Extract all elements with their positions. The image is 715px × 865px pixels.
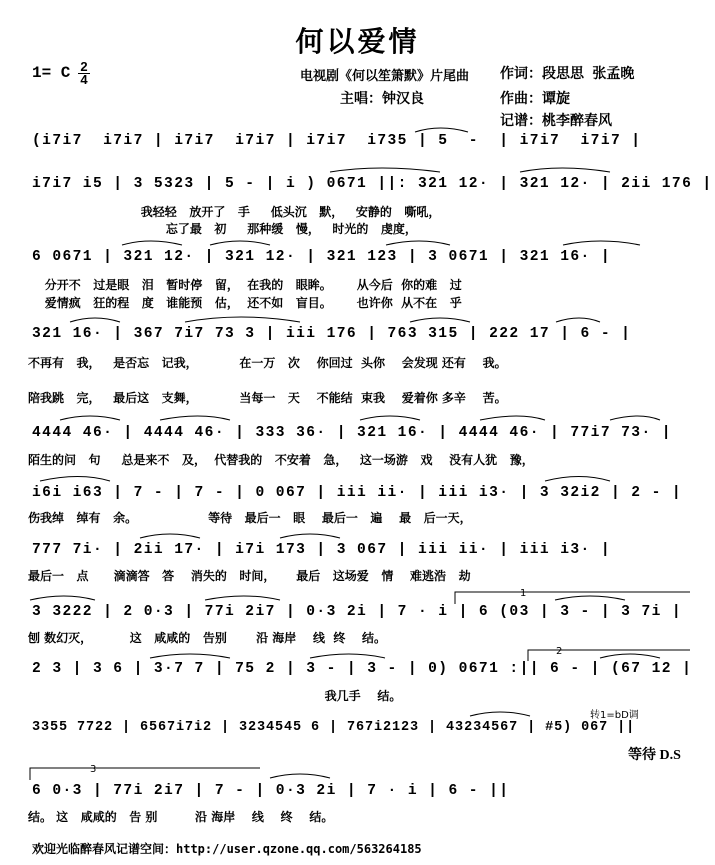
slur (60, 416, 120, 420)
lyricist-credit: 作词：段思思 张孟晚 (500, 66, 635, 82)
singer-credit: 主唱：钟汉良 (340, 91, 424, 107)
slur (545, 477, 610, 482)
score-system-3: 6 0671 | 321 12· | 321 12· | 321 123 | 3 0671 | 321 16· | (32, 249, 611, 265)
key-signature: 1= C (32, 64, 71, 82)
lyric-line: 爱情疯 狂的程 度 谁能预 估， 还不如 盲目。 也许你 从不在 乎 (28, 296, 462, 310)
score-system-8: 3 3222 | 2 0·3 | 77i 2i7 | 0·3 2i | 7 · i | 6 (03 | 3 - | 3 7i | (32, 604, 683, 620)
song-source: 电视剧《何以笙箫默》片尾曲 (300, 69, 470, 84)
volta-1-number: 1 (520, 588, 527, 599)
volta-2-bracket (528, 650, 690, 661)
slur (360, 416, 420, 420)
slur (470, 712, 530, 716)
lyric-line: 陪我跳 完， 最后这 支舞， 当每一 天 不能结 束我 爱着你 多辛 苦。 (28, 391, 507, 405)
slur (185, 317, 300, 322)
time-signature-bottom: 4 (80, 72, 88, 87)
time-signature-top: 2 (80, 59, 88, 74)
slur (556, 318, 600, 322)
slur (600, 654, 660, 658)
slur (150, 654, 230, 658)
score-system-11: 6 0·3 | 77i 2i7 | 7 - | 0·3 2i | 7 · i | 6 - || (32, 783, 510, 799)
lyric-line: 最后一 点 滴滴答 答 消失的 时间， 最后 这场爱 情 难逃浩 劫 (28, 569, 471, 583)
lyric-line: 刨 数幻灭， 这 咸咸的 告别 沿 海岸 线 终 结。 (28, 631, 387, 645)
slur (160, 416, 230, 420)
slur (555, 596, 625, 600)
lyric-line: 陌生的问 句 总是来不 及， 代替我的 不安着 急， 这一场游 戏 没有人犹 豫， (28, 453, 534, 467)
lyric-line: 我几手 结。 (28, 689, 402, 703)
volta-1-bracket (455, 592, 690, 604)
ds-marking: 等待 D.S (628, 748, 681, 763)
volta-3-bracket (30, 768, 260, 780)
slur (30, 596, 95, 600)
volta-2-number: 2 (556, 646, 563, 657)
slur (205, 596, 280, 600)
slur (210, 241, 270, 245)
score-system-2: i7i7 i5 | 3 5323 | 5 - | i ) 0671 ||: 321 12· | 321 12· | 2ii 176 | (32, 176, 713, 192)
slur (520, 168, 610, 172)
slur (280, 534, 340, 538)
score-system-4: 321 16· | 367 7i7 73 3 | iii 176 | 763 315 | 222 17 | 6 - | (32, 326, 632, 342)
lyric-line: 不再有 我， 是否忘 记我， 在一万 次 你回过 头你 会发现 还有 我。 (28, 356, 507, 370)
composer-credit: 作曲：谭旋 (500, 91, 570, 107)
footer-credit: 欢迎光临醉春风记谱空间：http://user.qzone.qq.com/563264185 (32, 842, 422, 856)
slur (610, 416, 660, 420)
slur (40, 477, 110, 482)
lyric-line: 我轻轻 放开了 手 低头沉 默， 安静的 嘶吼， (28, 205, 441, 219)
slur (310, 654, 385, 658)
slur (330, 168, 440, 172)
slur (415, 128, 468, 132)
slur (480, 416, 545, 420)
lyric-line: 分开不 过是眼 泪 暂时停 留， 在我的 眼眸。 从今后 你的难 过 (28, 278, 462, 292)
slur (140, 534, 200, 538)
score-system-6: i6i i63 | 7 - | 7 - | 0 067 | iii ii· | iii i3· | 3 32i2 | 2 - | (32, 485, 683, 501)
transpose-note: 转1=bD调 (590, 710, 639, 721)
time-signature (78, 59, 90, 87)
slur (270, 774, 330, 778)
score-system-10: 3355 7722 | 6567i7i2 | 3234545 6 | 767i2123 | 43234567 | #5) 067 || (32, 720, 636, 735)
song-title: 何以爱情 (295, 25, 420, 58)
slur (410, 318, 470, 322)
slur (122, 241, 182, 245)
score-system-7: 777 7i· | 2ii 17· | i7i 173 | 3 067 | iii ii· | iii i3· | (32, 542, 611, 558)
volta-3-number: 3 (90, 764, 97, 775)
slur (70, 318, 120, 322)
lyric-line: 结。 这 咸咸的 告 别 沿 海岸 线 终 结。 (28, 810, 334, 824)
slur (386, 241, 450, 245)
score-system-1: (i7i7 i7i7 | i7i7 i7i7 | i7i7 i735 | 5 - | i7i7 i7i7 | (32, 133, 642, 149)
score-system-5: 4444 46· | 4444 46· | 333 36· | 321 16· | 4444 46· | 77i7 73· | (32, 425, 672, 441)
lyric-line: 伤我绰 绰有 余。 等待 最后一 眼 最后一 遍 最 后一天， (28, 511, 472, 525)
transcriber-credit: 记谱：桃李醉春风 (500, 113, 612, 129)
score-system-9: 2 3 | 3 6 | 3·7 7 | 75 2 | 3 - | 3 - | 0) 0671 :|| 6 - | (67 12 | (32, 661, 693, 677)
slur (563, 241, 640, 245)
lyric-line: 忘了最 初 那种缓 慢， 时光的 虔度， (28, 222, 417, 236)
